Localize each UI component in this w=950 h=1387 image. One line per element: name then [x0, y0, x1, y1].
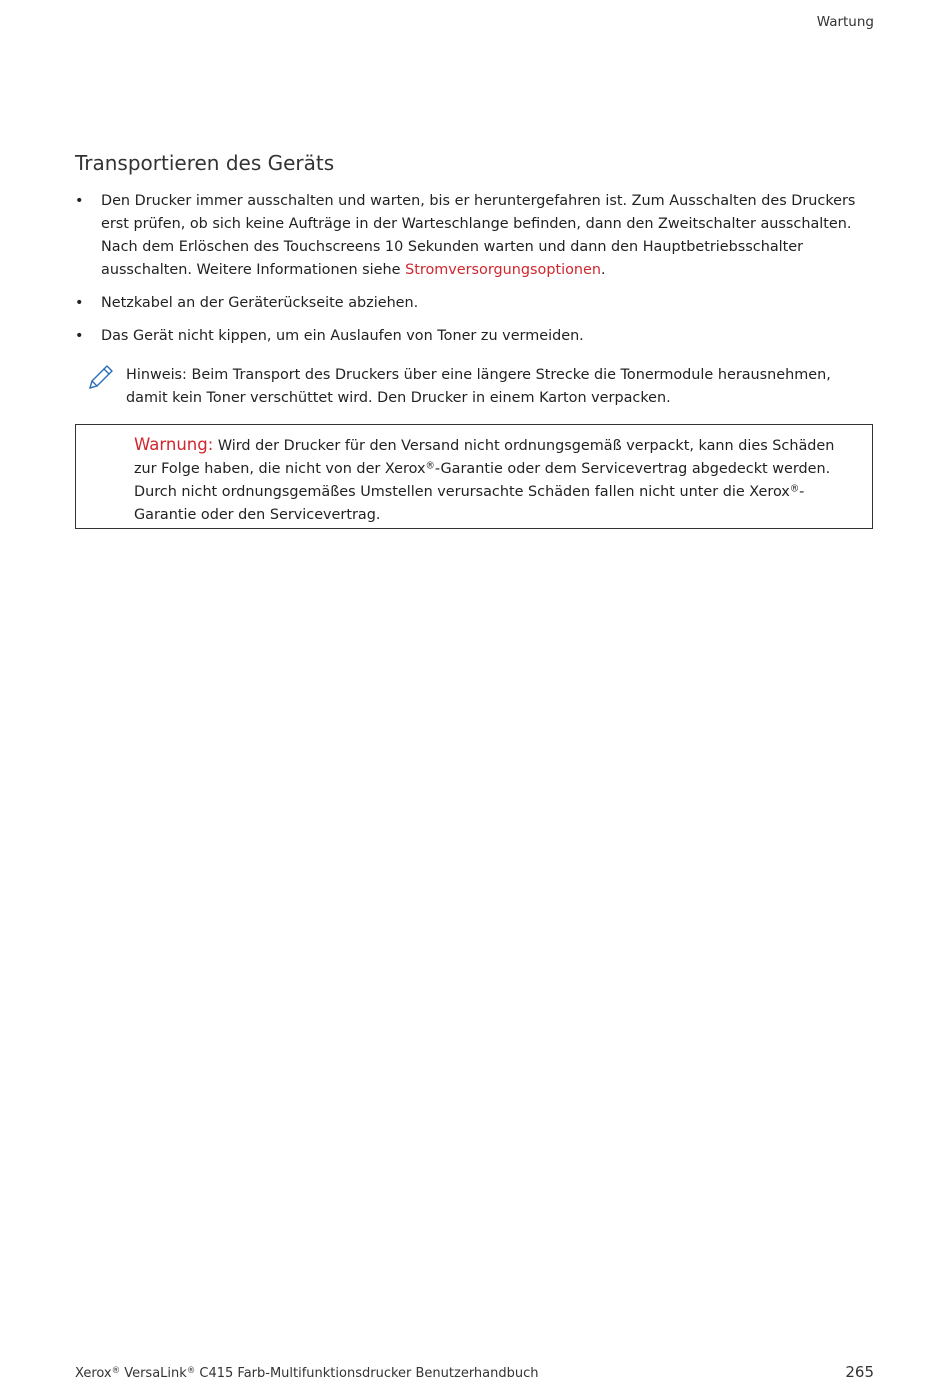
bullet-text: Netzkabel an der Geräterückseite abziehen.: [101, 295, 419, 311]
registered-mark: ®: [425, 460, 435, 472]
footer-brand-xerox: Xerox: [75, 1366, 112, 1381]
bullet-text: Das Gerät nicht kippen, um ein Auslaufen von Toner zu vermeiden.: [101, 328, 584, 344]
warning-body-1: Wird der Drucker für den Versand nicht ordnungsgemäß verpackt, kann dies Schäden zur Folge haben, die nicht von der Xerox: [134, 438, 835, 477]
bullet-text: Den Drucker immer ausschalten und warten, bis er heruntergefahren ist. Zum Ausschalten des Druckers erst prüfen, ob sich keine Aufträge in der Warteschlange befinden, dann den Zweitschalter ausschalten. Nach dem Erlöschen des Touchscreens 10 Sekunden warten und dann den Hauptbetriebsschalter ausschalten. Weitere Informationen siehe: [101, 193, 856, 278]
section-title: Transportieren des Geräts: [75, 151, 335, 175]
list-item: [75, 190, 875, 282]
footer-title: [75, 1366, 539, 1381]
page-number: 265: [845, 1363, 874, 1381]
bullet-list: [75, 190, 875, 358]
bullet-marker: •: [75, 295, 84, 311]
footer-product: C415 Farb-Multifunktionsdrucker Benutzerhandbuch: [195, 1366, 539, 1381]
warning-box: [75, 424, 873, 529]
registered-mark: ®: [186, 1364, 196, 1375]
bullet-marker: •: [75, 328, 84, 344]
registered-mark: ®: [111, 1364, 121, 1375]
list-item: [75, 292, 875, 315]
warning-text: [134, 433, 859, 527]
link-stromversorgungsoptionen[interactable]: Stromversorgungsoptionen: [405, 262, 602, 278]
warning-body-3: -Garantie oder den Servicevertrag.: [134, 484, 805, 523]
registered-mark: ®: [789, 483, 800, 495]
bullet-marker: •: [75, 193, 84, 209]
bullet-text-end: .: [601, 262, 606, 278]
footer-brand-versalink: VersaLink: [120, 1366, 187, 1381]
warning-label: Warnung:: [134, 435, 214, 454]
warning-body-2: -Garantie oder dem Servicevertrag abgedeckt werden. Durch nicht ordnungsgemäßes Umstellen verursachte Schäden fallen nicht unter die Xerox: [134, 461, 831, 500]
list-item: [75, 325, 875, 348]
running-header: Wartung: [816, 14, 874, 30]
note-block: [86, 364, 876, 410]
note-text: Hinweis: Beim Transport des Druckers über eine längere Strecke die Tonermodule herausnehmen, damit kein Toner verschüttet wird. Den Drucker in einem Karton verpacken.: [126, 367, 831, 406]
pencil-icon: [86, 364, 114, 392]
